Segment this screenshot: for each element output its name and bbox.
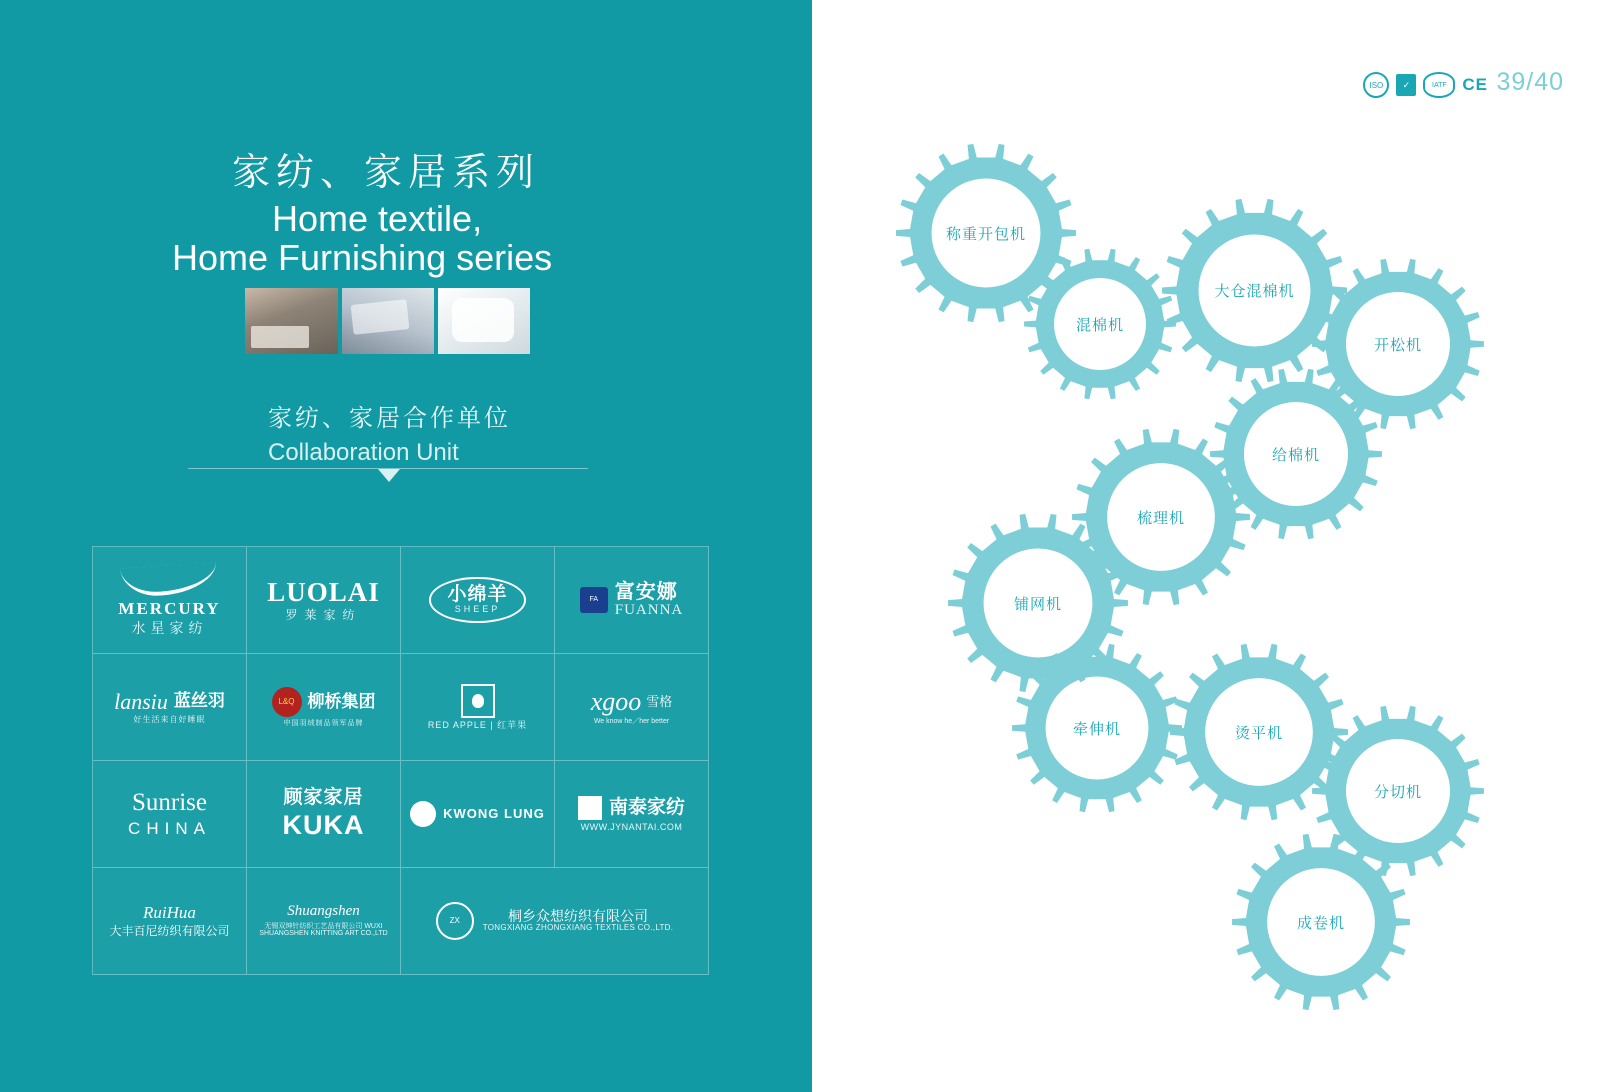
logo-cell-fuanna [555,547,709,654]
logo-main-text: 小绵羊 [447,584,508,606]
logo-main-text: 富安娜 [614,580,678,603]
gear-label: 称重开包机 [945,225,1026,243]
kwong-lung-mark-icon [410,801,436,827]
fuanna-badge-icon: FA [580,587,608,613]
gear-label: 牵伸机 [1072,720,1121,738]
gear-label: 混棉机 [1075,316,1124,334]
logo-cell-nantai [555,761,709,868]
gear-label: 分切机 [1373,783,1422,801]
gear-label: 开松机 [1373,336,1422,354]
logo-main-text: 顾家家居 [283,787,364,809]
gear-label: 大仓混棉机 [1214,283,1295,300]
logo-cn-text: 蓝丝羽 [173,691,225,711]
logo-main-text: Shuangshen [287,903,360,920]
photo-strip [245,288,530,354]
gear-node [1024,248,1176,400]
iso-certificate-icon: ISO [1363,72,1389,98]
check-certificate-icon: ✓ [1396,74,1416,96]
logo-sub-text: WWW.JYNANTAI.COM [580,821,683,832]
title-english-line1: Home textile, [272,197,483,239]
logo-cell-liuqiao [247,654,401,761]
apple-icon [461,684,495,718]
logo-cell-xgoo [555,654,709,761]
logo-cell-luolai [247,547,401,654]
gear-label: 烫平机 [1234,724,1283,742]
bedroom-photo [245,288,338,354]
logo-main-text: LUOLAI [267,577,380,608]
logo-main-text: RuiHua [143,903,196,923]
logo-sub-text: 大丰百尼纺织有限公司 [109,924,230,939]
liuqiao-seal-icon: L&Q [272,687,302,717]
logo-cell-mercury [93,547,247,654]
gear-label: 给棉机 [1271,446,1320,464]
logo-main-text: lansiu [114,688,168,714]
logo-cell-shuangshen [247,868,401,975]
logo-main-text: Sunrise [132,789,207,817]
logo-cell-zhongxiang [401,868,709,975]
title-block [172,150,772,279]
iatf-certificate-icon: IATF [1423,72,1455,98]
sheep-oval-icon [429,577,525,622]
logo-cell-lansiu [93,654,247,761]
title-chinese: 家纺、家居系列 [232,152,541,194]
ce-mark-icon: CE [1462,75,1488,94]
logo-sub-text: CHINA [128,818,211,838]
logo-sub-text: We know he／her better [593,718,670,726]
logo-sub-text: 水星家纺 [131,619,208,636]
logo-sub-text: 无锡双绅针纺织工艺品有限公司 WUXI SHUANGSHEN KNITTING ART CO.,LTD [259,923,388,938]
gear-label: 成卷机 [1296,914,1345,932]
logo-sub-text: 罗莱家纺 [285,608,362,623]
title-english-line2: Home Furnishing series [172,237,553,279]
logo-sub-text: KUKA [282,810,365,841]
quilt-photo [438,288,530,354]
logo-cell-ruihua [93,868,247,975]
logo-cn-text: 雪格 [646,694,673,709]
logo-sub-text: 中国羽绒制品领军品牌 [283,719,364,727]
logo-sub-text: 好生活来自好睡眠 [133,714,206,724]
bedding-photo [342,288,434,354]
page-number: 39/40 [1496,68,1564,96]
nantai-mark-icon [578,796,602,820]
collaboration-logo-grid [92,546,709,975]
logo-main-text: 南泰家纺 [608,796,685,818]
logo-sub-text: FUANNA [614,601,684,618]
logo-main-text: xgoo [590,687,642,717]
divider-arrow-icon [378,469,400,482]
logo-cell-kwong-lung [401,761,555,868]
gear-node [1012,643,1182,813]
logo-sub-text: RED APPLE | 红苹果 [427,719,528,730]
logo-sub-text: SHEEP [454,604,501,615]
logo-cell-sheep [401,547,555,654]
subtitle-block [268,398,511,467]
mercury-swoosh-icon [121,561,219,598]
zhongxiang-mark-icon: ZX [436,902,474,940]
gear-node [1232,833,1410,1011]
logo-main-text: 柳桥集团 [307,691,376,711]
subtitle-chinese: 家纺、家居合作单位 [268,405,511,432]
gear-label: 梳理机 [1136,509,1185,527]
logo-main-text: 桐乡众想纺织有限公司 [507,908,648,925]
logo-cell-red-apple [401,654,555,761]
logo-cell-sunrise [93,761,247,868]
certification-marks [1363,72,1488,98]
right-diagram-panel [812,0,1600,1092]
logo-sub-text: TONGXIANG ZHONGXIANG TEXTILES CO.,LTD. [482,923,674,933]
subtitle-english: Collaboration Unit [268,439,459,466]
gear-label: 铺网机 [1013,595,1062,613]
logo-main-text: MERCURY [118,598,221,618]
logo-main-text: KWONG LUNG [443,806,545,822]
logo-cell-kuka [247,761,401,868]
